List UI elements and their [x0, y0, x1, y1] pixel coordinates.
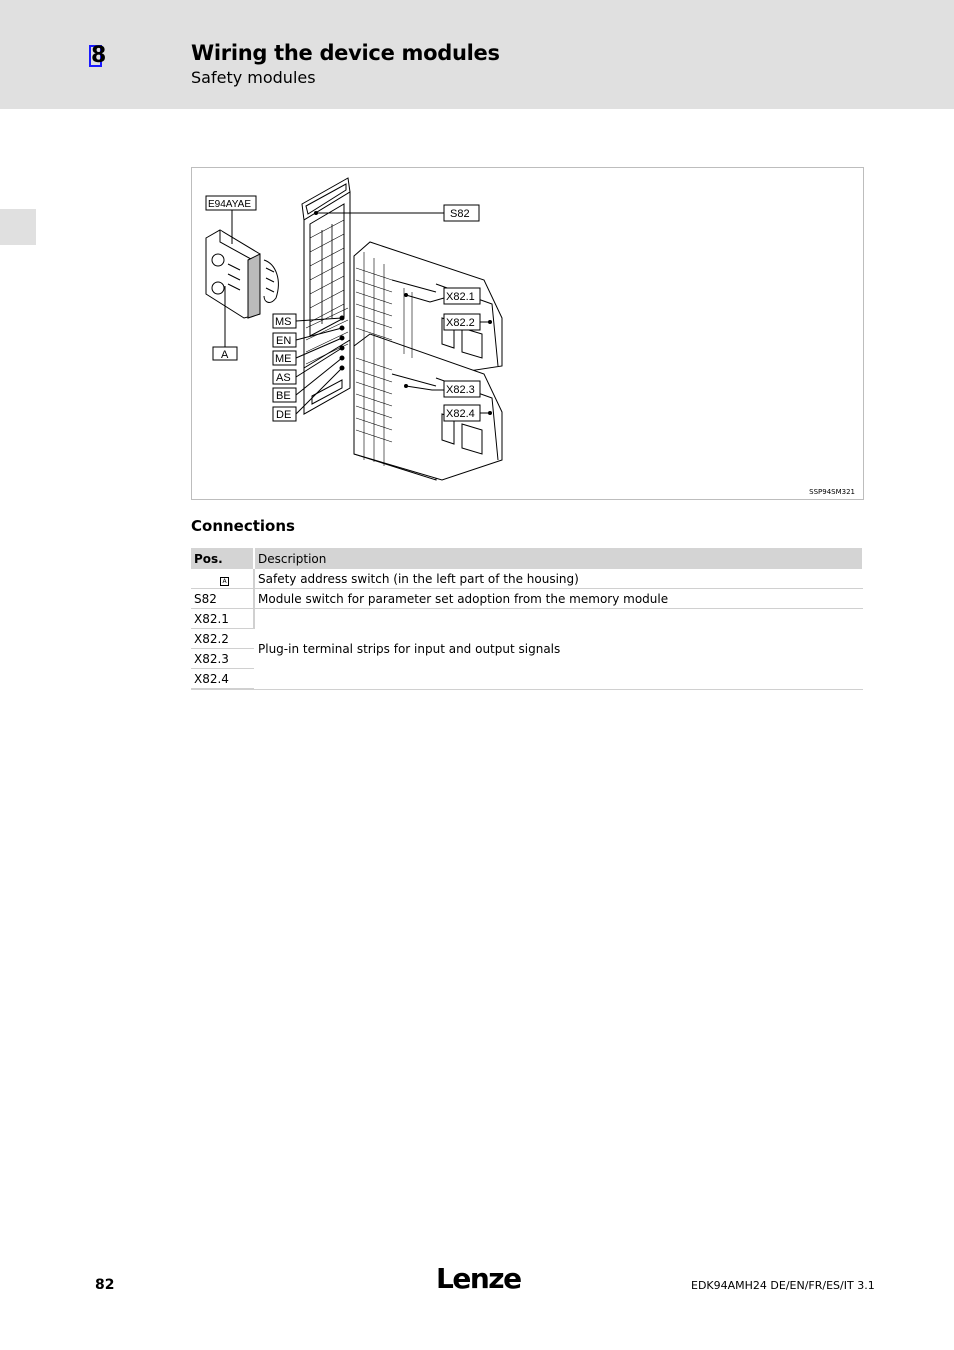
- pos-a-marker: A: [220, 577, 229, 586]
- column-header-pos: Pos.: [191, 548, 254, 569]
- pos-cell: S82: [191, 589, 254, 609]
- label-model: [206, 196, 256, 210]
- terminal-strips: [354, 242, 502, 480]
- description-cell: Module switch for parameter set adoption from the memory module: [254, 589, 863, 609]
- description-cell: Safety address switch (in the left part of the housing): [254, 569, 863, 589]
- label-x82-1-text: X82.1: [446, 291, 475, 303]
- label-be: BE: [276, 390, 291, 402]
- lenze-logo: Lenze: [436, 1262, 521, 1295]
- page-subtitle: Safety modules: [191, 68, 316, 87]
- label-x82-1: [444, 288, 480, 304]
- label-en: EN: [276, 335, 292, 347]
- label-x82-2-text: X82.2: [446, 317, 475, 329]
- label-as: AS: [276, 372, 291, 384]
- connections-table: [191, 548, 864, 690]
- figure-safety-module: [191, 167, 864, 500]
- column-header-description: Description: [254, 548, 863, 569]
- pos-cell: [191, 569, 254, 589]
- description-cell: Plug-in terminal strips for input and output signals: [254, 609, 863, 690]
- table-row: [191, 569, 863, 589]
- label-s82-text: S82: [450, 208, 470, 220]
- label-de: DE: [276, 409, 292, 421]
- figure-code: SSP94SM321: [809, 488, 855, 496]
- table-row: [191, 589, 863, 609]
- small-module-drawing: [206, 230, 278, 318]
- connections-heading: Connections: [191, 517, 295, 535]
- pos-cell: X82.4: [191, 669, 254, 690]
- chapter-number[interactable]: 8: [91, 43, 107, 68]
- label-model-text: E94AYAE: [208, 199, 251, 210]
- terminal-block: [304, 192, 350, 414]
- label-x82-3-text: X82.3: [446, 384, 475, 396]
- label-x82-3: [444, 381, 480, 397]
- label-s82: [444, 205, 479, 221]
- label-x82-2: [444, 314, 480, 330]
- label-ms: MS: [275, 316, 292, 328]
- document-id: EDK94AMH24 DE/EN/FR/ES/IT 3.1: [691, 1279, 875, 1292]
- page-title: Wiring the device modules: [191, 41, 500, 65]
- label-a-text: A: [221, 349, 229, 361]
- label-a: [213, 347, 237, 361]
- side-tab: [0, 209, 36, 245]
- page-number: 82: [95, 1277, 115, 1293]
- led-labels: [273, 314, 296, 421]
- module-drawing: [192, 168, 863, 499]
- pos-cell: X82.1: [191, 609, 254, 629]
- table-row: [191, 609, 863, 629]
- pos-cell: X82.2: [191, 629, 254, 649]
- label-x82-4-text: X82.4: [446, 408, 475, 420]
- pos-cell: X82.3: [191, 649, 254, 669]
- label-x82-4: [444, 405, 480, 421]
- label-me: ME: [275, 353, 292, 365]
- table-header-row: [191, 548, 863, 569]
